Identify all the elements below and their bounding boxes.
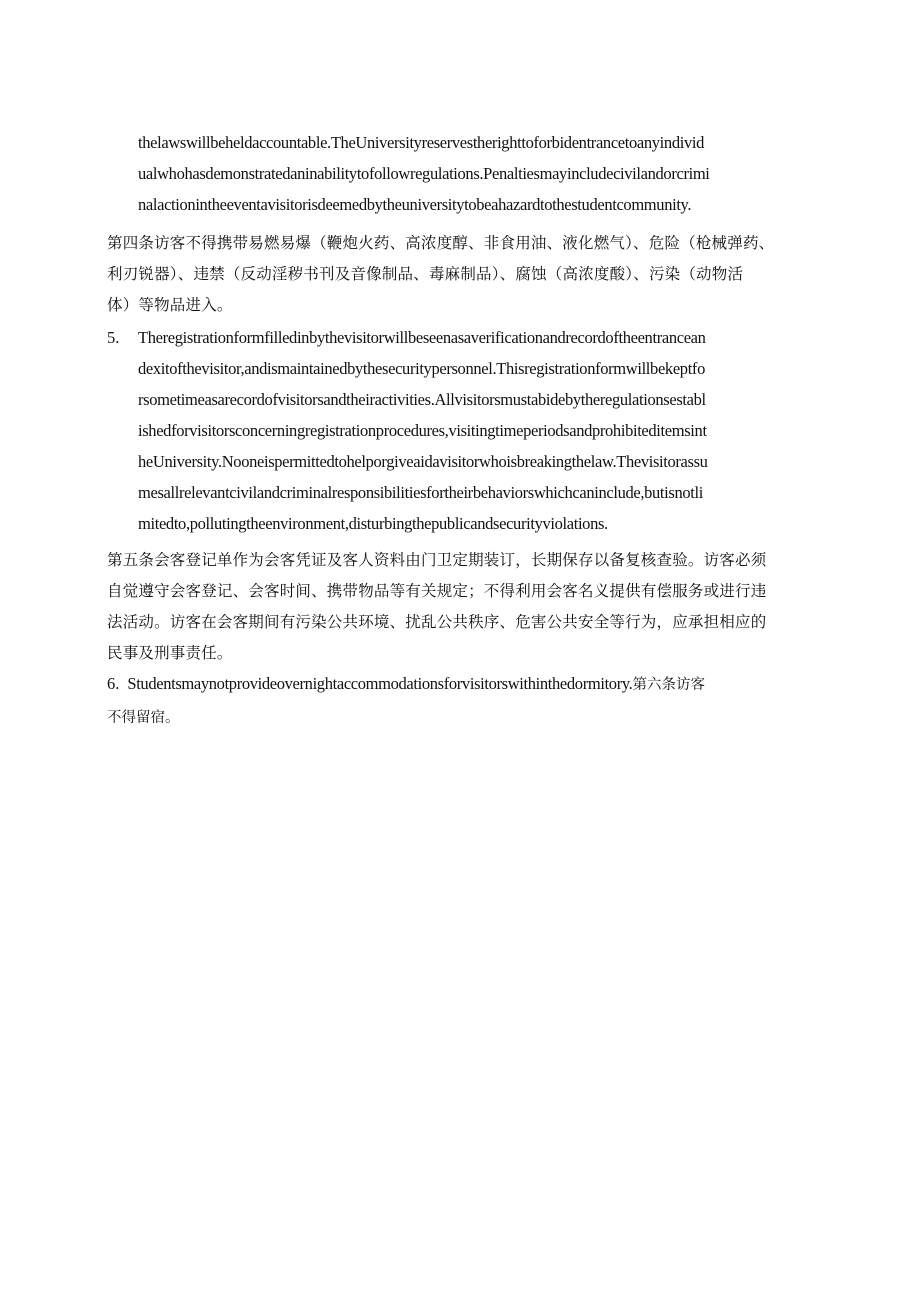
paragraph-line: 利刃锐器）、违禁（反动淫秽书刊及音像制品、毒麻制品）、腐蚀（高浓度酸）、污染（动物活: [107, 265, 744, 283]
article-5-english: [138, 322, 814, 539]
article-6-chinese-inline: 第六条访客: [632, 677, 705, 693]
paragraph-line: 民事及刑事责任。: [107, 644, 233, 662]
article-5-chinese: [107, 545, 815, 669]
paragraph-line: rsometimeasarecordofvisitorsandtheiractivities.Allvisitorsmustabidebytheregulationsestabl: [138, 390, 706, 409]
paragraph-line: dexitofthevisitor,andismaintainedbythesecuritypersonnel.Thisregistrationformwillbekeptfo: [138, 359, 705, 378]
article-6-line: [107, 668, 705, 701]
paragraph-line: nalactionintheeventavisitorisdeemedbytheuniversitytobeahazardtothestudentcommunity.: [138, 195, 692, 214]
paragraph-line: 第五条会客登记单作为会客凭证及客人资料由门卫定期装订，长期保存以备复核查验。访客必须: [107, 551, 767, 569]
paragraph-line: 自觉遵守会客登记、会客时间、携带物品等有关规定；不得利用会客名义提供有偿服务或进行违: [107, 582, 767, 600]
article-6-chinese-tail: 不得留宿。: [107, 710, 180, 726]
paragraph-line: ualwhohasdemonstratedaninabilitytofollowregulations.Penaltiesmayincludecivilandorcrimi: [138, 164, 710, 183]
paragraph-line: thelawswillbeheldaccountable.TheUniversityreservestherighttoforbidentrancetoanyindivid: [138, 133, 704, 152]
paragraph-line: heUniversity.Nooneispermittedtohelporgiveaidavisitorwhoisbreakingthelaw.Thevisitorassu: [138, 452, 708, 471]
paragraph-line: 体）等物品进入。: [107, 296, 233, 314]
paragraph-line: Theregistrationformfilledinbythevisitorwillbeseenasaverificationandrecordoftheentrancean: [138, 328, 706, 347]
article-3-english: [138, 127, 814, 220]
article-4-chinese: [107, 228, 815, 321]
article-6-number: 6.: [107, 674, 120, 693]
paragraph-line: 法活动。访客在会客期间有污染公共环境、扰乱公共秩序、危害公共安全等行为，应承担相应的: [107, 613, 767, 631]
paragraph-line: ishedforvisitorsconcerningregistrationprocedures,visitingtimeperiodsandprohibiteditemsint: [138, 421, 707, 440]
article-5-number: 5.: [107, 328, 120, 347]
paragraph-line: 第四条访客不得携带易燃易爆（鞭炮火药、高浓度醇、非食用油、液化燃气）、危险（枪械弹药、: [107, 234, 775, 252]
paragraph-line: mesallrelevantcivilandcriminalresponsibilitiesfortheirbehaviorswhichcaninclude,butisnotli: [138, 483, 703, 502]
article-6-english: Studentsmaynotprovideovernightaccommodationsforvisitorswithinthedormitory.: [127, 674, 633, 693]
paragraph-line: mitedto,pollutingtheenvironment,disturbingthepublicandsecurityviolations.: [138, 514, 608, 533]
